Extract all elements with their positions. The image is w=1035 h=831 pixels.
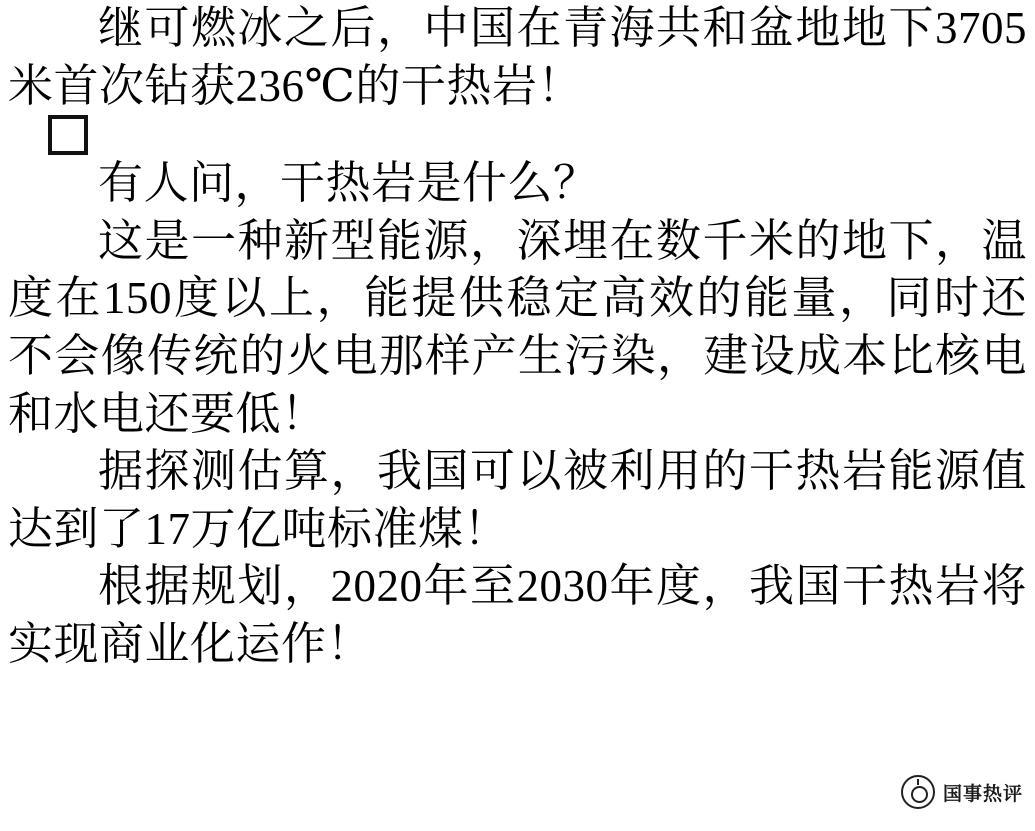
watermark-label: 国事热评 — [942, 783, 1023, 805]
paragraph-definition: 这是一种新型能源，深埋在数千米的地下，温度在150度以上，能提供稳定高效的能量，同时还不会像传统的火电那样产生污染，建设成本比核电和水电还要低！ — [8, 215, 1027, 439]
watermark — [901, 775, 1023, 809]
paragraph-headline: 继可燃冰之后，中国在青海共和盆地地下3705米首次钻获236℃的干热岩！ — [8, 3, 1027, 111]
paragraph-question: 有人问，干热岩是什么？ — [98, 158, 599, 209]
paragraph-reserves: 据探测估算，我国可以被利用的干热岩能源值达到了17万亿吨标准煤！ — [8, 446, 1027, 554]
placeholder-box-line — [8, 115, 1027, 155]
empty-box-glyph — [48, 115, 88, 155]
wechat-official-account-icon — [901, 775, 935, 809]
paragraph-plan: 根据规划，2020年至2030年度，我国干热岩将实现商业化运作！ — [8, 561, 1027, 669]
